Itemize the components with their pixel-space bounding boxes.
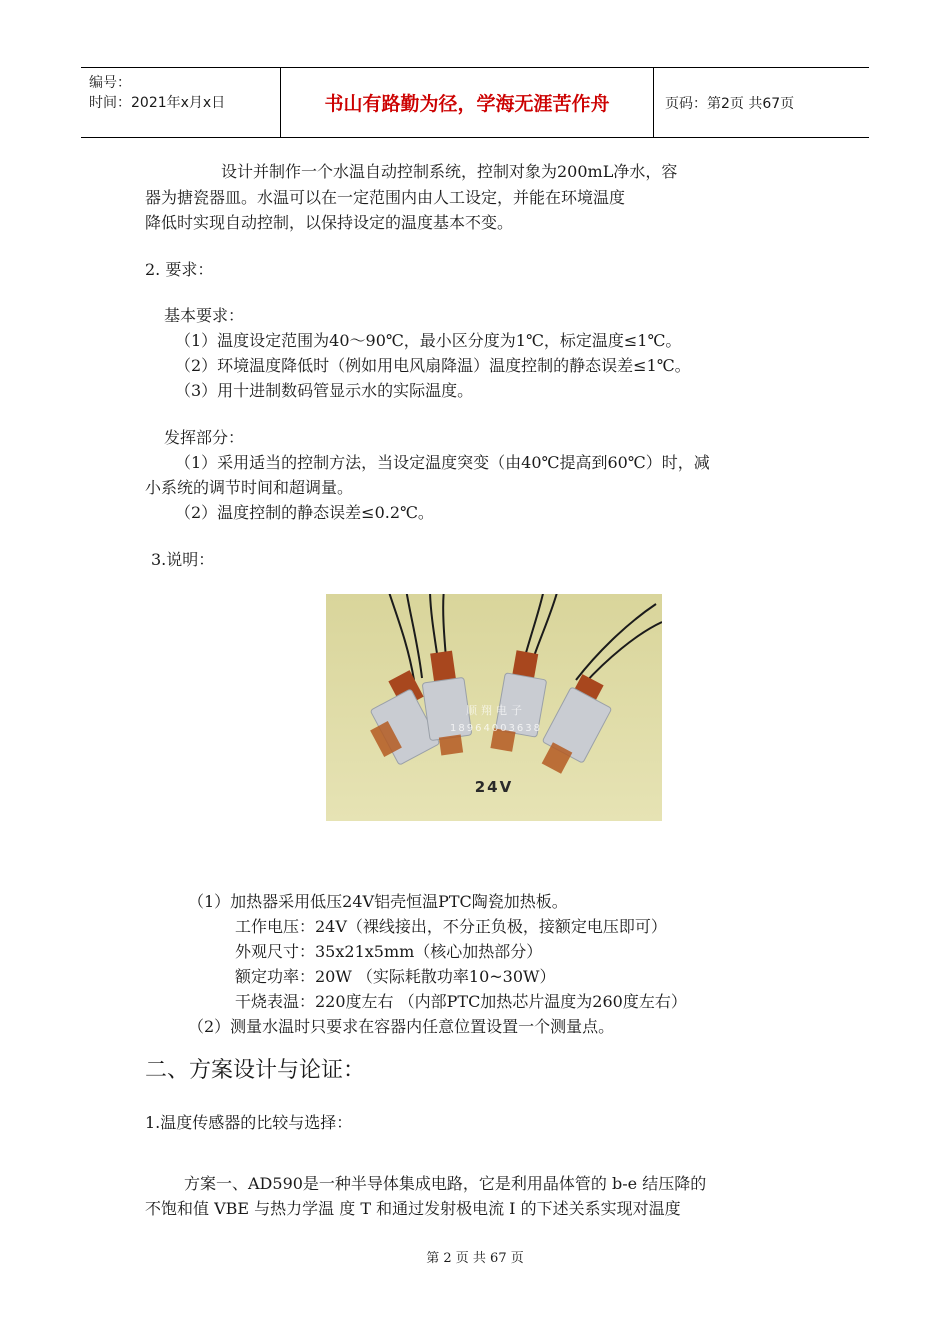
heater-spec-size: 外观尺寸：35x21x5mm（核心加热部分） bbox=[235, 942, 543, 961]
note-heading: 3.说明： bbox=[151, 550, 215, 569]
page-footer: 第 2 页 共 67 页 bbox=[426, 1251, 524, 1266]
basic-item-3: （3）用十进制数码管显示水的实际温度。 bbox=[175, 381, 474, 400]
section-2-title: 二、方案设计与论证： bbox=[145, 1058, 366, 1083]
extra-title: 发挥部分： bbox=[164, 428, 245, 447]
basic-requirements-title: 基本要求： bbox=[164, 306, 245, 325]
heater-spec-voltage: 工作电压：24V（裸线接出，不分正负极，接额定电压即可） bbox=[235, 917, 667, 936]
extra-item-1a: （1）采用适当的控制方法，当设定温度突变（由40℃提高到60℃）时，减 bbox=[175, 453, 710, 472]
header-meta bbox=[81, 68, 281, 137]
sensor-heading: 1.温度传感器的比较与选择： bbox=[145, 1113, 353, 1132]
intro-line-2: 器为搪瓷器皿。水温可以在一定范围内由人工设定，并能在环境温度 bbox=[145, 188, 626, 207]
page-header bbox=[81, 67, 869, 138]
doc-number-label: 编号： bbox=[89, 75, 131, 91]
ptc-heater-photo bbox=[326, 594, 662, 821]
basic-item-1: （1）温度设定范围为40～90℃，最小区分度为1℃，标定温度≤1℃。 bbox=[175, 331, 682, 350]
basic-item-2: （2）环境温度降低时（例如用电风扇降温）温度控制的静态误差≤1℃。 bbox=[175, 356, 691, 375]
heater-item-1: （1）加热器采用低压24V铝壳恒温PTC陶瓷加热板。 bbox=[188, 892, 568, 911]
heater-spec-power: 额定功率：20W （实际耗散功率10~30W） bbox=[235, 967, 556, 986]
doc-time-label: 时间：2021年x月x日 bbox=[89, 95, 226, 111]
extra-item-2: （2）温度控制的静态误差≤0.2℃。 bbox=[175, 503, 434, 522]
photo-watermark-phone: 18964003638 bbox=[450, 723, 542, 734]
header-motto: 书山有路勤为径，学海无涯苦作舟 bbox=[281, 68, 654, 137]
intro-line-3: 降低时实现自动控制，以保持设定的温度基本不变。 bbox=[145, 213, 514, 232]
header-page-code: 页码：第2页 共67页 bbox=[665, 95, 795, 112]
ptc-heater-illustration bbox=[326, 594, 662, 821]
photo-voltage-label: 24V bbox=[474, 778, 514, 796]
requirements-heading: 2. 要求： bbox=[145, 260, 214, 279]
plan-1-line-1: 方案一、AD590是一种半导体集成电路，它是利用晶体管的 b-e 结压降的 bbox=[184, 1174, 707, 1193]
extra-item-1b: 小系统的调节时间和超调量。 bbox=[145, 478, 354, 497]
plan-1-line-2: 不饱和值 VBE 与热力学温 度 T 和通过发射极电流 I 的下述关系实现对温度 bbox=[145, 1199, 681, 1218]
intro-line-1: 设计并制作一个水温自动控制系统，控制对象为200mL净水，容 bbox=[221, 162, 678, 181]
photo-watermark-name: 顺翔电子 bbox=[466, 704, 526, 717]
heater-spec-surface-temp: 干烧表温：220度左右 （内部PTC加热芯片温度为260度左右） bbox=[235, 992, 687, 1011]
heater-item-2: （2）测量水温时只要求在容器内任意位置设置一个测量点。 bbox=[188, 1017, 615, 1036]
